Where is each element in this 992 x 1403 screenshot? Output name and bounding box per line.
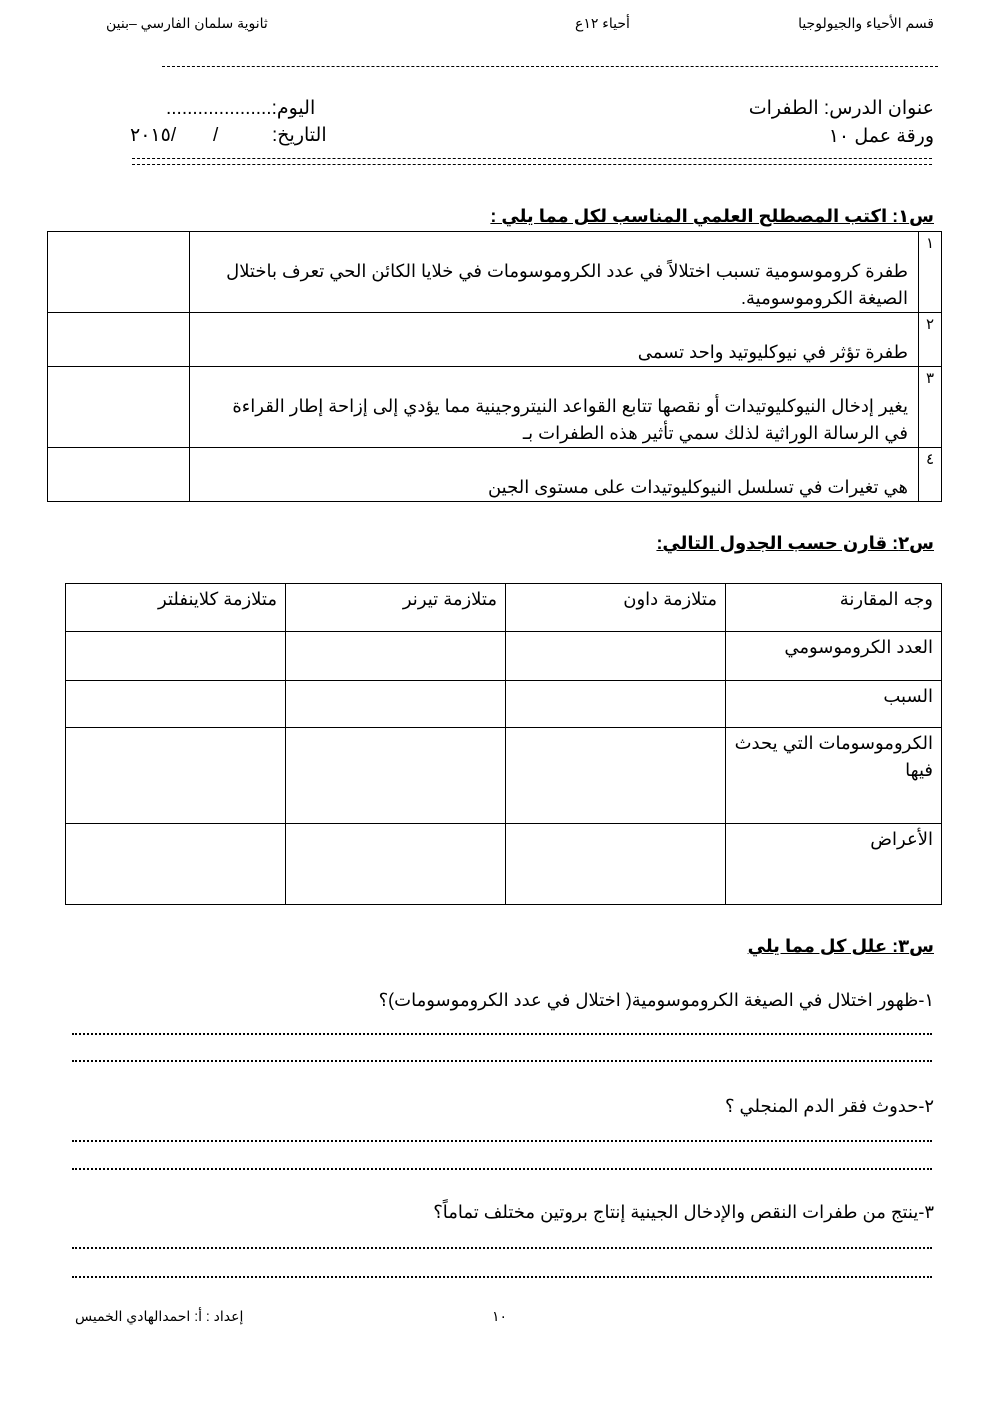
worksheet-number: ورقة عمل ١٠ [828,126,934,147]
table-row [48,367,942,448]
answer-cell[interactable] [286,632,506,681]
q3-item-2: ٢-حدوث فقر الدم المنجلي ؟ [724,1096,934,1116]
row-label-chromosome-number: العدد الكروموسومي [726,632,942,681]
answer-line[interactable] [72,1168,932,1170]
q1-number-3: ٣ [919,367,942,448]
q3-item-1: ١-ظهور اختلال في الصيغة الكروموسومية( اختلال في عدد الكروموسومات)؟ [378,990,934,1010]
q1-answer-cell-2[interactable] [48,313,190,367]
answer-cell[interactable] [506,824,726,905]
school-label: ثانوية سلمان الفارسي –بنين [106,15,268,31]
header-divider [162,66,938,67]
answer-cell[interactable] [506,632,726,681]
column-header-turner: متلازمة تيرنر [286,584,506,632]
comparison-table [65,583,942,905]
q1-question-text-1: طفرة كروموسومية تسبب اختلالاً في عدد الكروموسومات في خلايا الكائن الحي تعرف باختلال الصيغة الكروموسومية. [190,232,919,313]
q1-number-2: ٢ [919,313,942,367]
course-label: أحياء ١٢ع [575,15,630,31]
q1-number-1: ١ [919,232,942,313]
table-row [48,448,942,502]
q3-heading: س٣: علل كل مما يلي [747,936,934,956]
answer-line[interactable] [72,1140,932,1142]
table-row [48,232,942,313]
row-label-symptoms: الأعراض [726,824,942,905]
column-header-down: متلازمة داون [506,584,726,632]
answer-cell[interactable] [506,681,726,728]
answer-cell[interactable] [66,681,286,728]
page-number: ١٠ [492,1308,508,1324]
q1-question-text-3: يغير إدخال النيوكليوتيدات أو نقصها تتابع القواعد النيتروجينية مما يؤدي إلى إزاحة إطار القراءة في الرسالة الوراثية لذلك سمي تأثير هذه الطفرات بـ [190,367,919,448]
q1-answer-cell-4[interactable] [48,448,190,502]
table-row [66,728,942,824]
answer-line[interactable] [72,1060,932,1062]
table-row [66,681,942,728]
answer-line[interactable] [72,1247,932,1249]
q1-question-text-4: هي تغيرات في تسلسل النيوكليوتيدات على مستوى الجين [190,448,919,502]
q2-heading: س٢: قارن حسب الجدول التالي: [656,533,934,553]
q1-heading: س١: اكتب المصطلح العلمي المناسب لكل مما يلي : [490,206,934,226]
q1-table [47,231,942,502]
date-field: / /٢٠١٥ [130,125,219,146]
author-credit: إعداد : أ: احمدالهادي الخميس [75,1308,244,1324]
date-label: التاريخ: [272,125,327,146]
answer-cell[interactable] [286,681,506,728]
department-label: قسم الأحياء والجيولوجيا [798,15,934,31]
answer-cell[interactable] [286,824,506,905]
answer-cell[interactable] [66,632,286,681]
column-header-klinefelter: متلازمة كلاينفلتر [66,584,286,632]
column-header-comparison: وجه المقارنة [726,584,942,632]
table-row [66,584,942,632]
table-row [66,824,942,905]
table-row [66,632,942,681]
lesson-title: عنوان الدرس: الطفرات [748,98,934,119]
table-row [48,313,942,367]
answer-cell[interactable] [66,824,286,905]
q1-answer-cell-3[interactable] [48,367,190,448]
q1-answer-cell-1[interactable] [48,232,190,313]
answer-line[interactable] [72,1276,932,1278]
row-label-chromosomes: الكروموسومات التي يحدث فيها [726,728,942,824]
answer-cell[interactable] [286,728,506,824]
answer-cell[interactable] [66,728,286,824]
q1-question-text-2: طفرة تؤثر في نيوكليوتيد واحد تسمى [190,313,919,367]
section-divider [132,158,932,165]
day-field: اليوم:.................... [166,98,316,119]
q3-item-3: ٣-ينتج من طفرات النقص والإدخال الجينية إنتاج بروتين مختلف تماماً؟ [433,1202,934,1222]
q1-number-4: ٤ [919,448,942,502]
answer-cell[interactable] [506,728,726,824]
row-label-cause: السبب [726,681,942,728]
answer-line[interactable] [72,1033,932,1035]
